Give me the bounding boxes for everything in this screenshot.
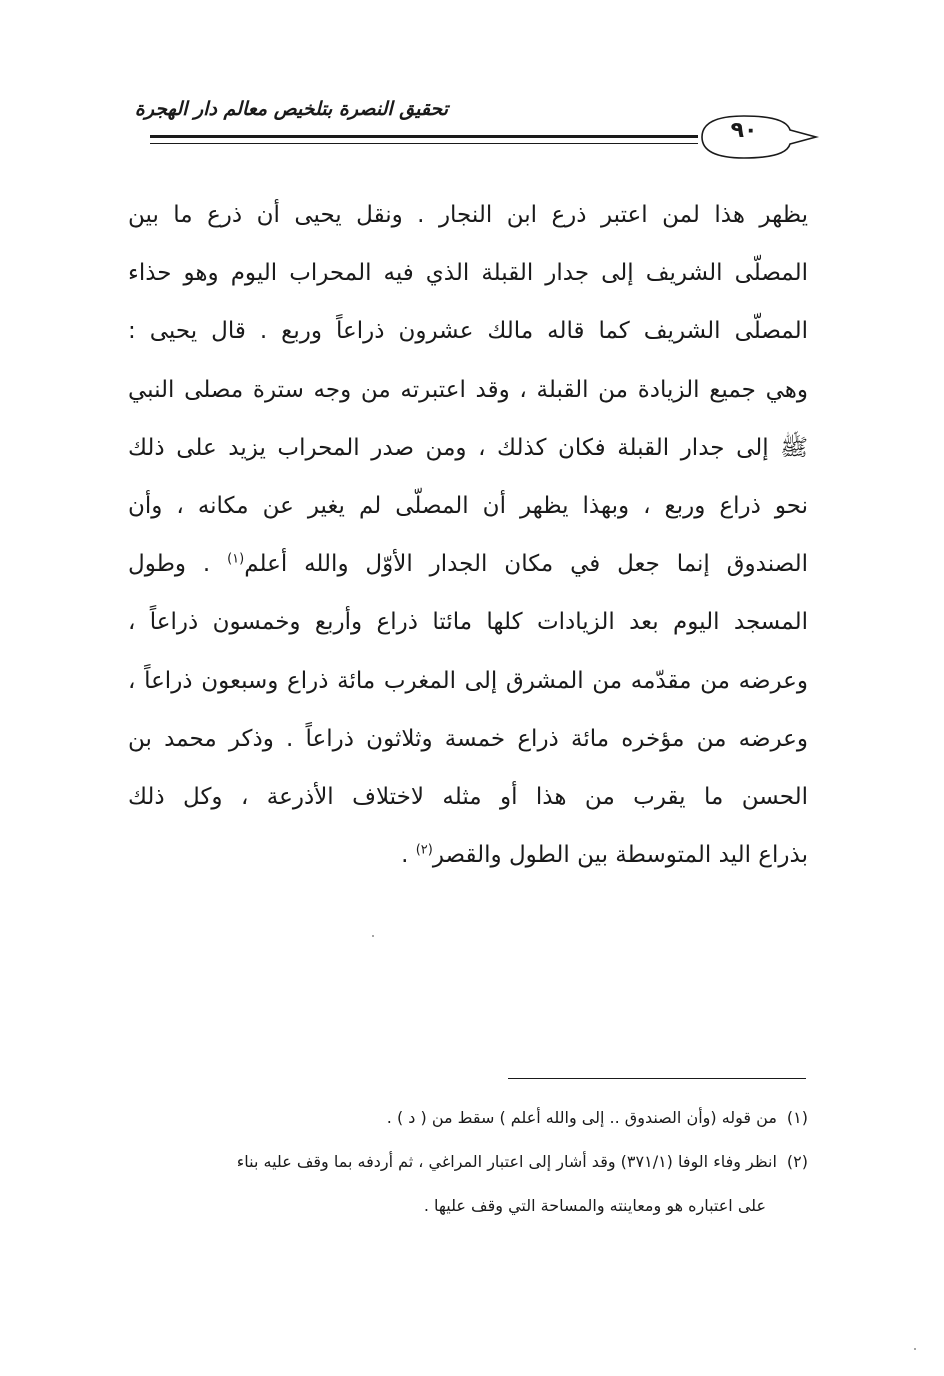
header-rule-thin <box>150 143 698 144</box>
footnote-text: انظر وفاء الوفا (٣٧١/١) وقد أشار إلى اعتبار المراغي ، ثم أردفه بما وقف عليه بناء <box>236 1152 777 1171</box>
scan-speck <box>914 1348 916 1350</box>
text-segment: بذراع اليد المتوسطة بين الطول والقصر <box>432 842 808 869</box>
text-line-with-note <box>128 826 808 884</box>
scan-speck <box>372 935 374 937</box>
text-line: المسجد اليوم بعد الزيادات كلها مائتا ذراع وأربع وخمسون ذراعاً ، <box>128 609 808 636</box>
text-line: الحسن ما يقرب من هذا أو مثله لاختلاف الأذرعة ، وكل ذلك <box>128 783 808 810</box>
text-segment: . وطول <box>128 551 228 578</box>
text-line-with-note <box>128 535 808 593</box>
header-rule-thick <box>150 135 698 138</box>
text-segment: . <box>401 842 416 869</box>
footnotes <box>128 1096 808 1228</box>
text-line: ﷺ إلى جدار القبلة فكان كذلك ، ومن صدر المحراب يزيد على ذلك <box>128 434 808 461</box>
text-line: وعرضه من مقدّمه من المشرق إلى المغرب مائة ذراع وسبعون ذراعاً ، <box>128 667 808 694</box>
footnote-separator <box>508 1078 806 1079</box>
text-line: المصلّى الشريف إلى جدار القبلة الذي فيه المحراب اليوم وهو حذاء <box>128 260 808 287</box>
footnote-number: (١) <box>786 1108 808 1127</box>
page-number-badge <box>694 110 824 160</box>
page-number: ٩٠ <box>730 118 758 143</box>
footnote-number: (٢) <box>786 1152 808 1171</box>
footnote-1 <box>128 1096 808 1140</box>
text-line: نحو ذراع وربع ، وبهذا يظهر أن المصلّى لم يغير عن مكانه ، وأن <box>128 492 808 519</box>
footnote-2-continuation: على اعتباره هو ومعاينته والمساحة التي وقف عليها . <box>423 1196 766 1215</box>
footnote-2 <box>128 1140 808 1184</box>
footnote-ref-2[interactable]: (٢) <box>415 842 433 858</box>
footnote-ref-1[interactable]: (١) <box>227 551 245 567</box>
text-line: المصلّى الشريف كما قاله مالك عشرون ذراعاً وربع . قال يحيى : <box>128 318 808 345</box>
text-segment: الصندوق إنما جعل في مكان الجدار الأوّل والله أعلم <box>244 551 808 578</box>
text-line: وعرضه من مؤخره مائة ذراع خمسة وثلاثون ذراعاً . وذكر محمد بن <box>128 725 808 752</box>
text-line: يظهر هذا لمن اعتبر ذرع ابن النجار . ونقل يحيى أن ذرع ما بين <box>128 202 808 228</box>
main-text <box>128 186 808 884</box>
page-header <box>0 0 944 160</box>
text-line: وهي جميع الزيادة من القبلة ، وقد اعتبرته من وجه سترة مصلى النبي <box>128 376 808 403</box>
running-title: تحقيق النصرة بتلخيص معالم دار الهجرة <box>134 98 448 120</box>
footnote-text: من قوله (وأن الصندوق .. إلى والله أعلم ) سقط من ( د ) . <box>386 1108 777 1127</box>
